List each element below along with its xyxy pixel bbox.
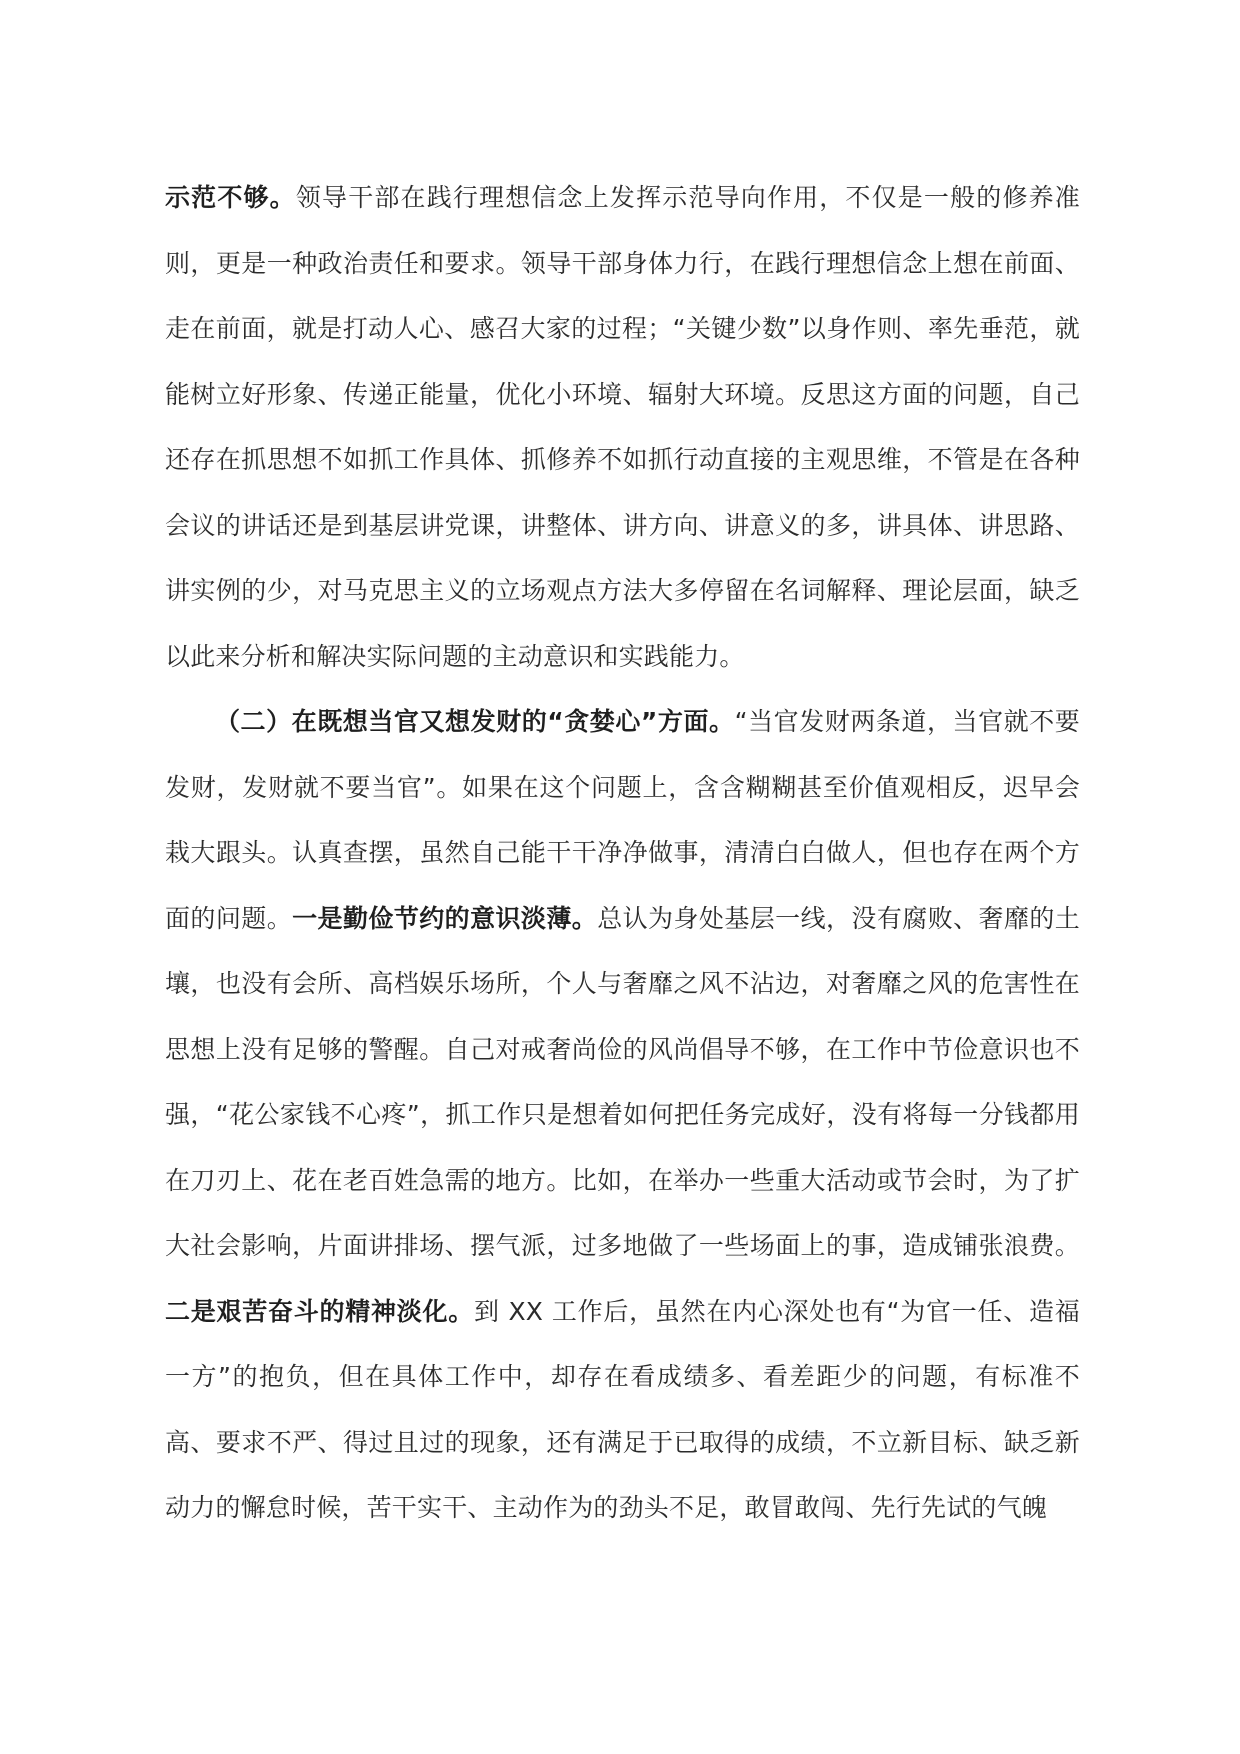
- bold-point-1: 一是勤俭节约的意识淡薄。: [292, 903, 598, 933]
- section-heading: （二）在既想当官又想发财的“贪婪心”方面。: [215, 707, 735, 736]
- paragraph-1: [165, 165, 1080, 689]
- bold-point-2: 二是艰苦奋斗的精神淡化。: [165, 1296, 475, 1326]
- document-body: [165, 165, 1080, 1541]
- paragraph-text: 到 XX 工作后，虽然在内心深处也有“为官一任、造福一方”的抱负，但在具体工作中，却存在看成绩多、看差距少的问题，有标准不高、要求不严、得过且过的现象，还有满足于已取得的成绩，不立新目标、缺乏新动力的懈怠时候，苦干实干、主动作为的劲头不足，敢冒敢闯、先行先试的气魄: [165, 1296, 1080, 1522]
- paragraph-text: 总认为身处基层一线，没有腐败、奢靡的土壤，也没有会所、高档娱乐场所，个人与奢靡之风不沾边，对奢靡之风的危害性在思想上没有足够的警醒。自己对戒奢尚俭的风尚倡导不够，在工作中节俭意识也不强，“花公家钱不心疼”，抓工作只是想着如何把任务完成好，没有将每一分钱都用在刀刃上、花在老百姓急需的地方。比如，在举办一些重大活动或节会时，为了扩大社会影响，片面讲排场、摆气派，过多地做了一些场面上的事，造成铺张浪费。: [165, 903, 1080, 1260]
- bold-lead-text: 示范不够。: [165, 183, 296, 212]
- paragraph-text: “当官发财两条道，当官就不要发财，发财就不要当官”。如果在这个问题上，含含糊糊甚至价值观相反，迟早会栽大跟头。认真查摆，虽然自己能干干净净做事，清清白白做人，但也存在两个方面的问题。: [165, 707, 1080, 933]
- paragraph-text: 领导干部在践行理想信念上发挥示范导向作用，不仅是一般的修养准则，更是一种政治责任和要求。领导干部身体力行，在践行理想信念上想在前面、走在前面，就是打动人心、感召大家的过程；“关键少数”以身作则、率先垂范，就能树立好形象、传递正能量，优化小环境、辐射大环境。反思这方面的问题，自己还存在抓思想不如抓工作具体、抓修养不如抓行动直接的主观思维，不管是在各种会议的讲话还是到基层讲党课，讲整体、讲方向、讲意义的多，讲具体、讲思路、讲实例的少，对马克思主义的立场观点方法大多停留在名词解释、理论层面，缺乏以此来分析和解决实际问题的主动意识和实践能力。: [165, 183, 1080, 671]
- paragraph-2: [165, 689, 1080, 1541]
